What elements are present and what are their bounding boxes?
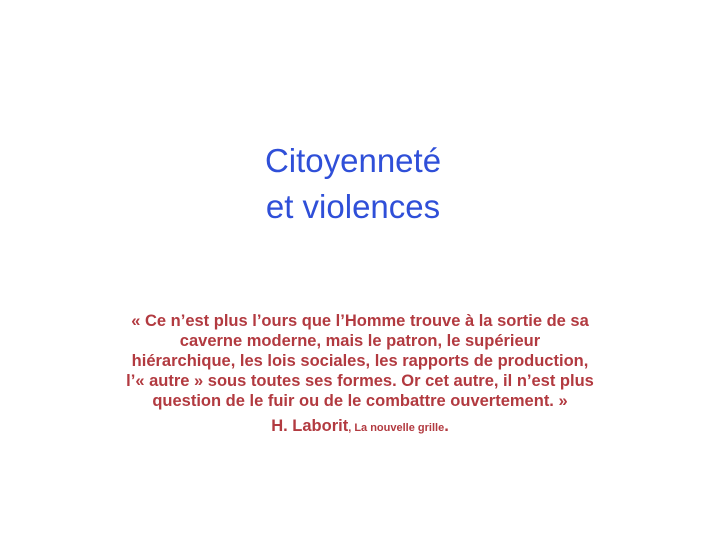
attribution-period: . [444, 417, 449, 435]
quote-author: H. Laborit [271, 417, 349, 435]
title-line-1: Citoyenneté [264, 142, 442, 179]
quote-line: caverne moderne, mais le patron, le supérieur [179, 332, 541, 350]
attribution-separator: , [348, 422, 352, 434]
title-line-2: et violences [265, 188, 441, 225]
slide-title [0, 138, 706, 230]
quote-book-title: La nouvelle grille [351, 422, 445, 434]
quote-line: hiérarchique, les lois sociales, les rapports de production, [131, 352, 589, 370]
quote-line: question de le fuir ou de le combattre ouvertement. » [152, 392, 568, 410]
quote-line: l’« autre » sous toutes ses formes. Or cet autre, il n’est plus [126, 372, 594, 390]
quote-line: « Ce n’est plus l’ours que l’Homme trouve à la sortie de sa [131, 312, 589, 330]
attribution [60, 415, 660, 439]
quote-block [60, 311, 660, 439]
